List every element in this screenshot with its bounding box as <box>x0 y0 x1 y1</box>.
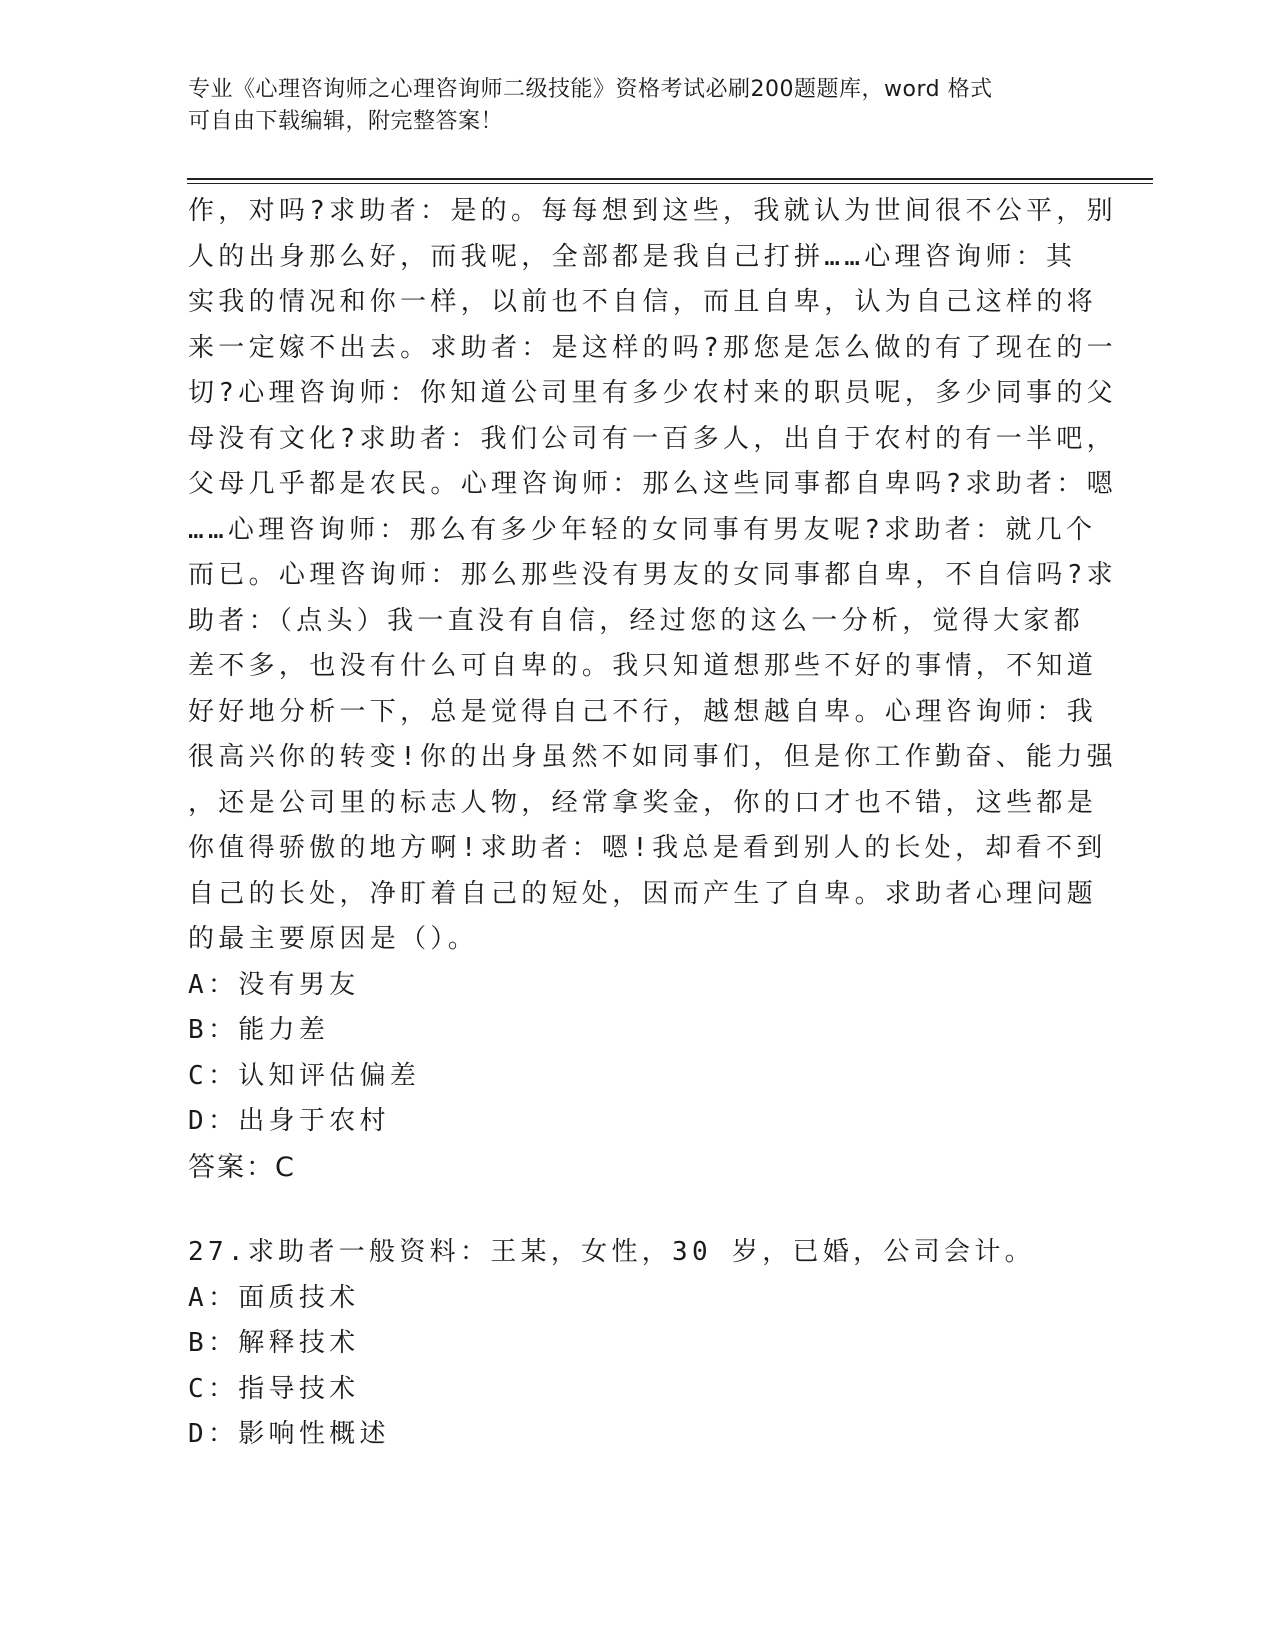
question-27 <box>188 1230 1078 1458</box>
passage-line: 人的出身那么好，而我呢，全部都是我自己打拼……心理咨询师：其 <box>188 241 1077 272</box>
passage-line: 的最主要原因是（）。 <box>188 924 479 954</box>
header-rule-thick <box>187 178 1153 180</box>
passage-line: ……心理咨询师：那么有多少年轻的女同事有男友呢?求助者：就几个 <box>188 514 1097 545</box>
passage-line: 好好地分析一下，总是觉得自己不行，越想越自卑。心理咨询师：我 <box>188 696 1098 727</box>
passage-line: ，还是公司里的标志人物，经常拿奖金，你的口才也不错，这些都是 <box>188 787 1098 818</box>
option-d: D：出身于农村 <box>188 1106 390 1136</box>
passage-line: 助者：（点头）我一直没有自信，经过您的这么一分析，觉得大家都 <box>188 605 1085 636</box>
question-stem: 27.求助者一般资料：王某，女性，30 岁，已婚，公司会计。 <box>188 1237 1035 1267</box>
passage-line: 很高兴你的转变!你的出身虽然不如同事们，但是你工作勤奋、能力强 <box>188 742 1117 772</box>
option-a: A：没有男友 <box>188 969 360 1000</box>
header-rule-thin <box>187 183 1153 184</box>
option-c: C：指导技术 <box>188 1373 360 1404</box>
passage-line: 来一定嫁不出去。求助者：是这样的吗?那您是怎么做的有了现在的一 <box>188 332 1117 363</box>
option-b: B：解释技术 <box>188 1328 360 1358</box>
question-26 <box>188 189 1117 1190</box>
option-c: C：认知评估偏差 <box>188 1060 421 1091</box>
document-header <box>188 74 1088 138</box>
passage-line: 自己的长处，净盯着自己的短处，因而产生了自卑。求助者心理问题 <box>188 878 1098 909</box>
passage-line: 实我的情况和你一样，以前也不自信，而且自卑，认为自己这样的将 <box>188 287 1098 317</box>
passage-line: 父母几乎都是农民。心理咨询师：那么这些同事都自卑吗?求助者：嗯 <box>188 469 1117 499</box>
passage-line: 母没有文化?求助者：我们公司有一百多人，出自于农村的有一半吧， <box>188 423 1117 454</box>
passage-line: 而已。心理咨询师：那么那些没有男友的女同事都自卑，不自信吗?求 <box>188 560 1117 590</box>
header-title-line-1: 专业《心理咨询师之心理咨询师二级技能》资格考试必刷200题题库，word 格式 <box>188 77 993 102</box>
passage-line: 切?心理咨询师：你知道公司里有多少农村来的职员呢，多少同事的父 <box>188 378 1117 408</box>
header-title-line-2: 可自由下载编辑，附完整答案！ <box>188 109 504 134</box>
option-d: D：影响性概述 <box>188 1419 390 1449</box>
passage-line: 你值得骄傲的地方啊!求助者：嗯!我总是看到别人的长处，却看不到 <box>188 833 1107 863</box>
option-b: B：能力差 <box>188 1015 330 1045</box>
passage-line: 作，对吗?求助者：是的。每每想到这些，我就认为世间很不公平，别 <box>188 196 1117 226</box>
option-a: A：面质技术 <box>188 1282 360 1313</box>
answer-label: 答案：C <box>188 1151 296 1183</box>
passage-line: 差不多，也没有什么可自卑的。我只知道想那些不好的事情，不知道 <box>188 651 1098 681</box>
